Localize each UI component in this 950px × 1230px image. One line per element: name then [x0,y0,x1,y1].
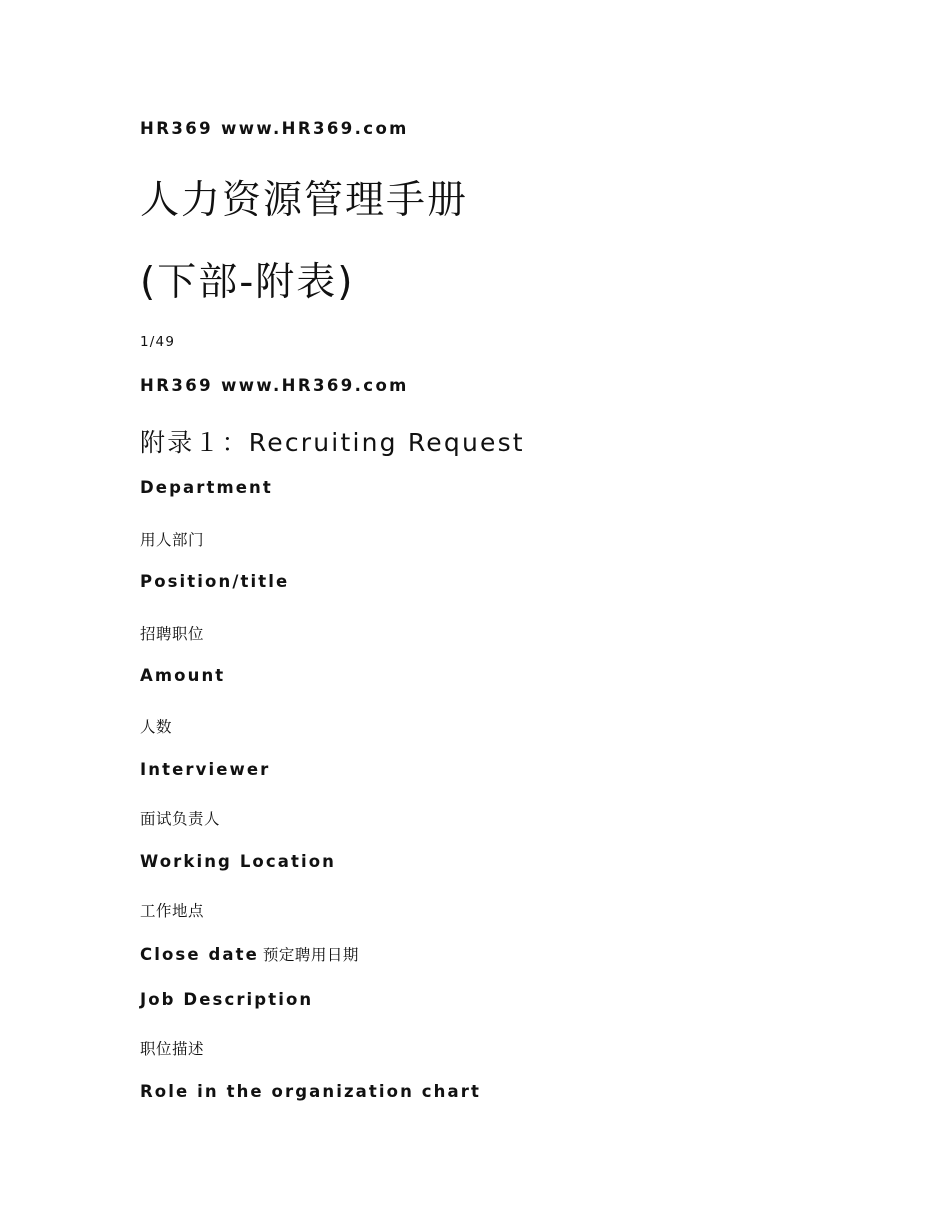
field-cn-amount: 人数 [140,718,173,736]
document-title: 人力资源管理手册 [140,178,469,223]
field-label-interviewer: Interviewer [140,760,271,779]
field-cn-close-date: 预定聘用日期 [262,946,359,964]
site-header-repeat: HR369 www.HR369.com [140,376,409,395]
field-label-amount: Amount [140,666,226,685]
field-cn-position: 招聘职位 [140,625,205,643]
document-subtitle: (下部-附表) [140,260,355,305]
field-cn-job-description: 职位描述 [140,1040,205,1058]
field-cn-department: 用人部门 [140,531,205,549]
site-header: HR369 www.HR369.com [140,119,409,138]
field-cn-working-location: 工作地点 [140,902,205,920]
field-label-job-description: Job Description [140,990,314,1009]
field-label-close-date: Close date [140,945,259,964]
field-label-department: Department [140,478,273,497]
field-row-close-date [140,943,359,965]
field-cn-interviewer: 面试负责人 [140,810,221,828]
field-label-position: Position/title [140,572,290,591]
field-label-role-in-org-chart: Role in the organization chart [140,1082,481,1101]
page-number: 1/49 [140,334,176,350]
appendix-title: 附录１：Recruiting Request [140,428,525,457]
field-label-working-location: Working Location [140,852,337,871]
